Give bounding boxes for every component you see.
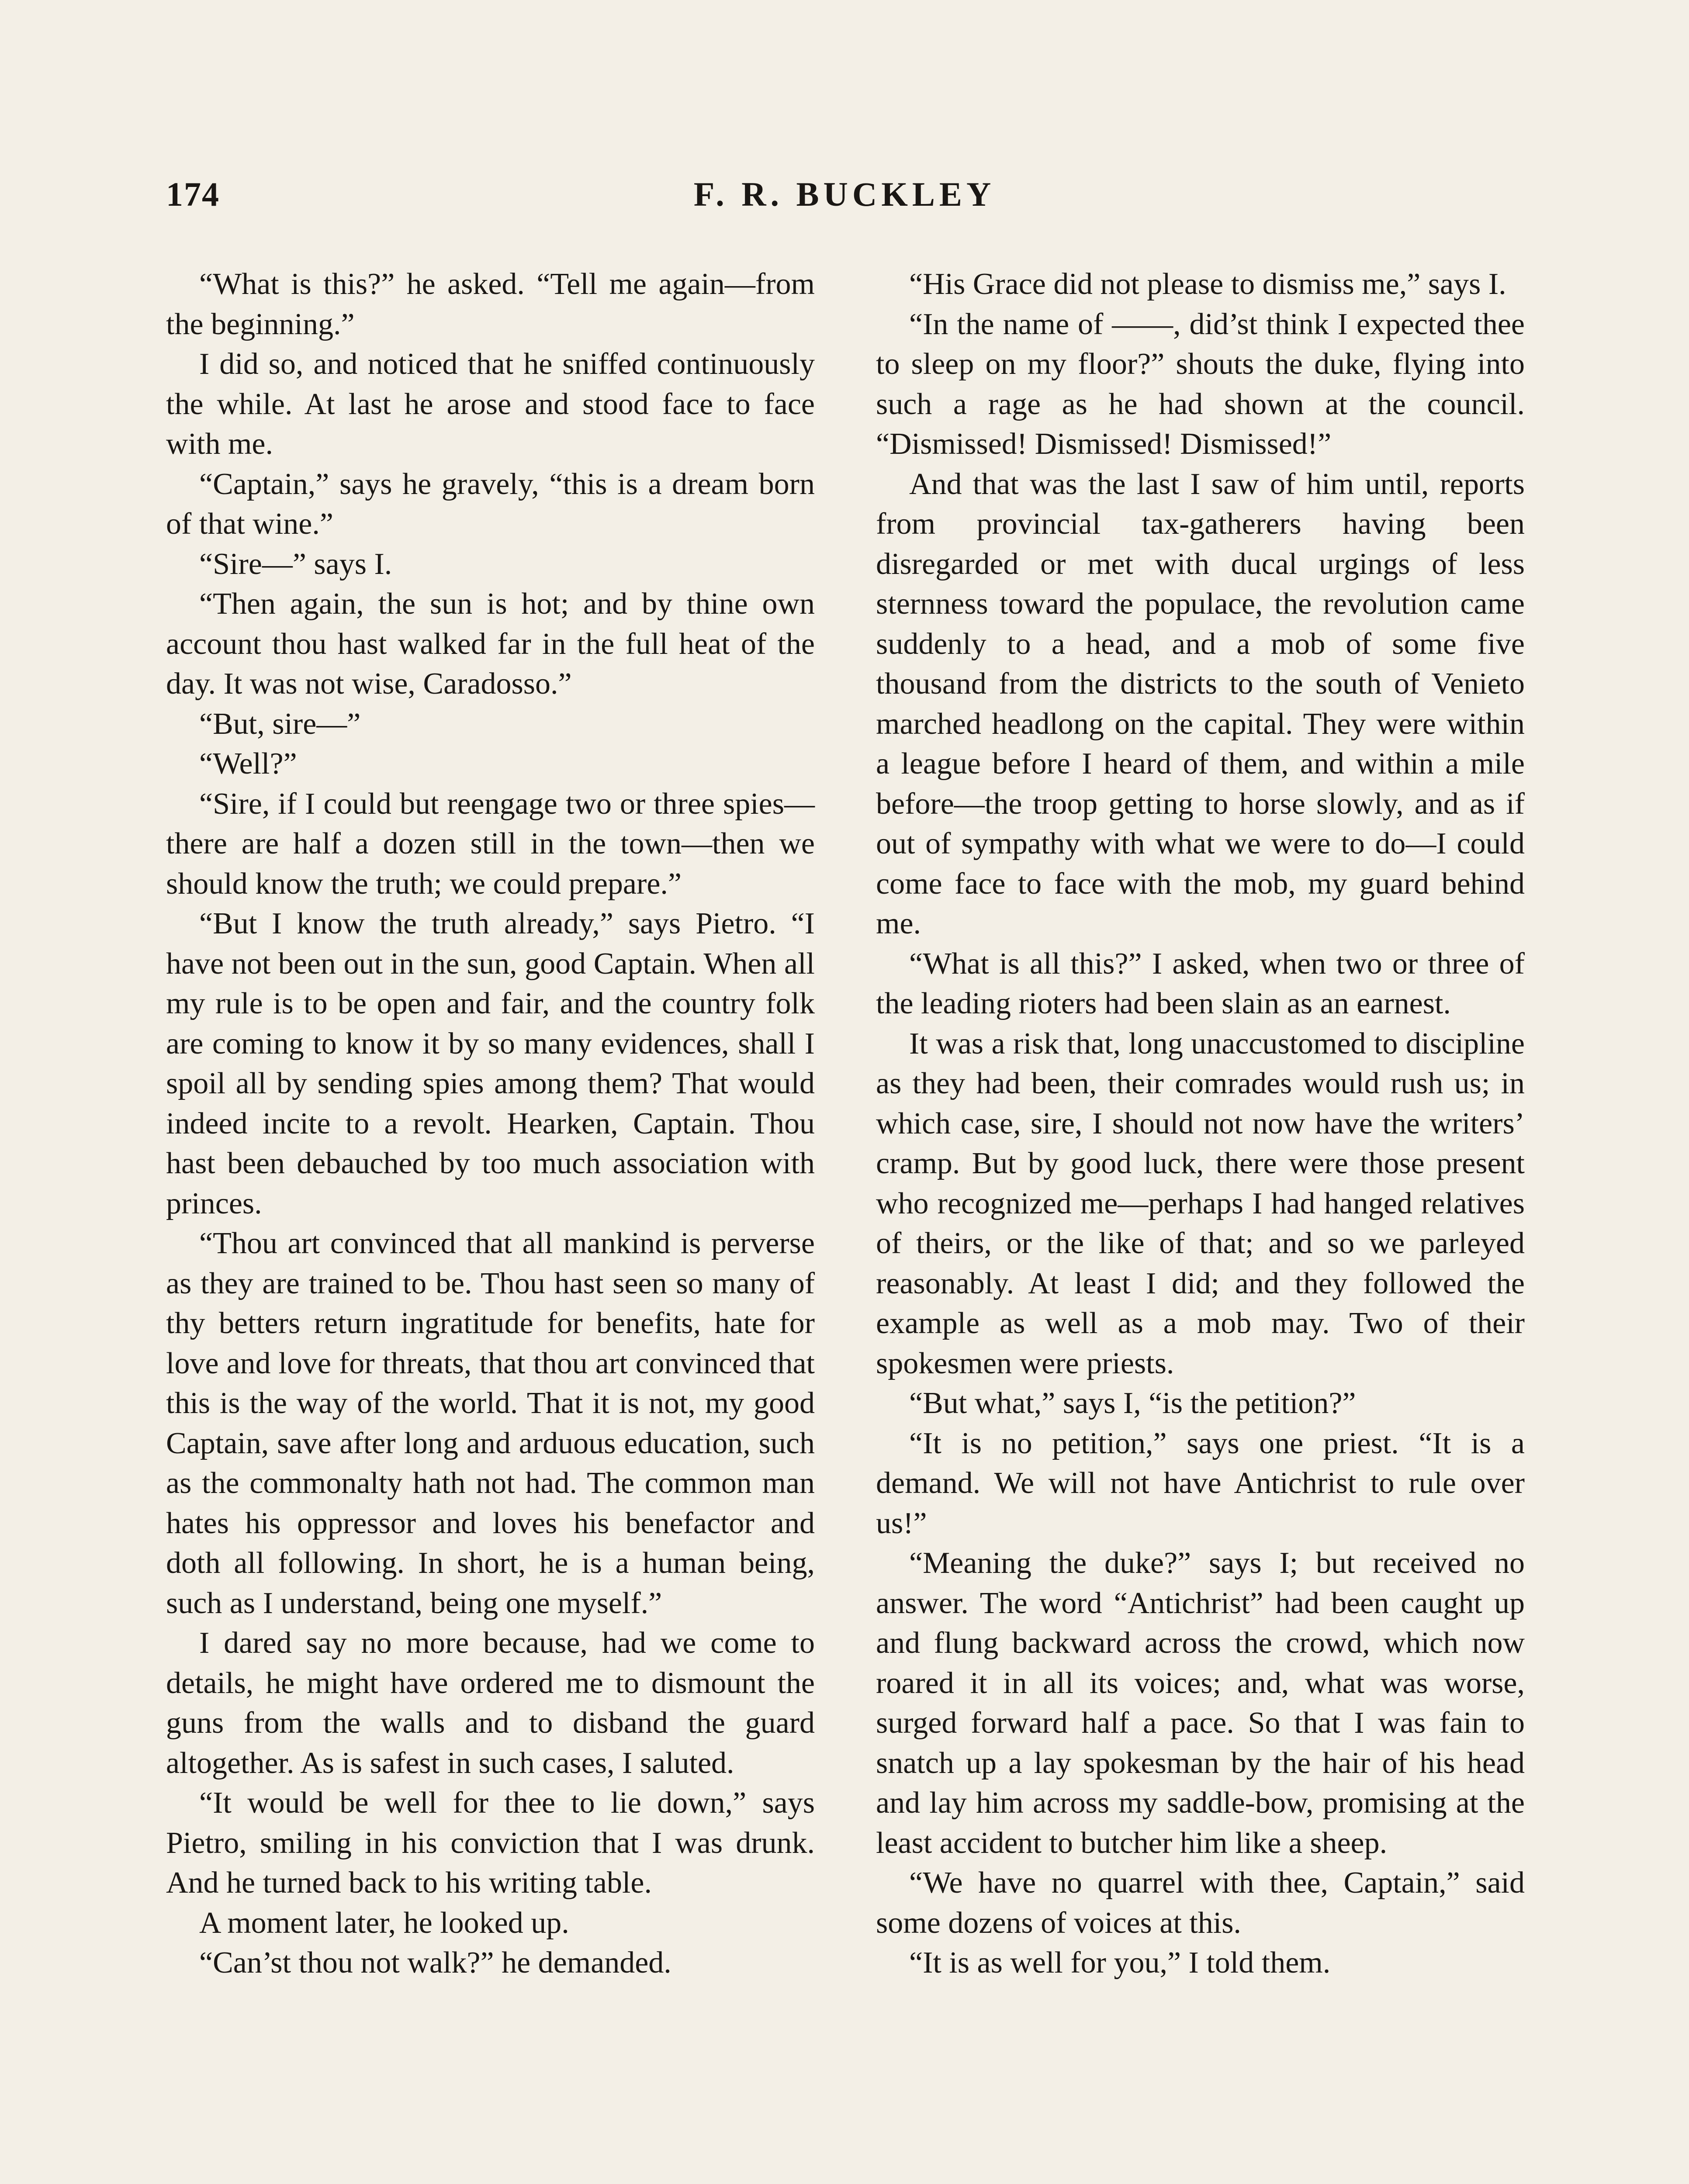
paragraph: “It would be well for thee to lie down,” says Pietro, smiling in his conviction that I was drunk. And he turned back to his writing table. — [166, 1786, 815, 1900]
paragraph: And that was the last I saw of him until, reports from provincial tax-gatherers having been disregarded or met with ducal urgings of less sternness toward the populace, the revolution came suddenly to a head, and a mob of some five thousand from the districts to the south of Venieto marched headlong on the capital. They were within a league before I heard of them, and within a mile before—the troop getting to horse slowly, and as if out of sympathy with what we were to do—I could come face to face with the mob, my guard behind me. — [876, 467, 1525, 940]
paragraph: “Can’st thou not walk?” he demanded. — [199, 1946, 671, 1980]
paragraph: “Sire—” says I. — [199, 547, 392, 581]
page-header — [166, 175, 1523, 227]
paragraph: “What is this?” he asked. “Tell me again—from the beginning.” — [166, 267, 815, 341]
paragraph: “But I know the truth already,” says Pietro. “I have not been out in the sun, good Captain. When all my rule is to be open and fair, and the country folk are coming to know it by so many evidences, shall I spoil all by sending spies among them? That would indeed incite to a revolt. Hearken, Captain. Thou hast been debauched by too much association with princes. — [166, 907, 815, 1220]
paragraph: “Thou art convinced that all mankind is perverse as they are trained to be. Thou hast seen so many of thy betters return ingratitude for benefits, hate for love and love for threats, that thou art convinced that this is the way of the world. That it is not, my good Captain, save after long and arduous education, such as the commonalty hath not had. The common man hates his oppressor and loves his benefactor and doth all following. In short, he is a human being, such as I understand, being one myself.” — [166, 1227, 815, 1620]
paragraph: “In the name of ——, did’st think I expected thee to sleep on my floor?” shouts the duke, flying into such a rage as he had shown at the council. “Dismissed! Dismissed! Dismissed!” — [876, 307, 1525, 461]
paragraph: It was a risk that, long unaccustomed to discipline as they had been, their comrades would rush us; in which case, sire, I should not now have the writers’ cramp. But by good luck, there were those present who recognized me—perhaps I had hanged relatives of theirs, or the like of that; and so we parleyed reasonably. At least I did; and they followed the example as well as a mob may. Two of their spokesmen were priests. — [876, 1026, 1525, 1380]
paragraph: “His Grace did not please to dismiss me,” says I. — [909, 267, 1506, 301]
left-column — [166, 264, 815, 1983]
paragraph: “Sire, if I could but reengage two or three spies—there are half a dozen still in the town—then we should know the truth; we could prepare.” — [166, 787, 815, 901]
paragraph: “We have no quarrel with thee, Captain,” said some dozens of voices at this. — [876, 1866, 1525, 1940]
paragraph: “Then again, the sun is hot; and by thine own account thou hast walked far in the full heat of the day. It was not wise, Caradosso.” — [166, 587, 815, 701]
paragraph: “It is as well for you,” I told them. — [909, 1946, 1331, 1980]
paragraph: I did so, and noticed that he sniffed continuously the while. At last he arose and stood face to face with me. — [166, 347, 815, 461]
paragraph: “But what,” says I, “is the petition?” — [909, 1386, 1356, 1420]
paragraph: “But, sire—” — [199, 707, 361, 741]
paragraph: “Well?” — [199, 747, 297, 781]
paragraph: A moment later, he looked up. — [199, 1906, 569, 1940]
page-number: 174 — [166, 175, 220, 213]
paragraph: “Meaning the duke?” says I; but received no answer. The word “Antichrist” had been caught up and flung backward across the crowd, which now roared it in all its voices; and, what was worse, surged forward half a pace. So that I was fain to snatch up a lay spokesman by the hair of his head and lay him across my saddle-bow, promising at the least accident to butcher him like a sheep. — [876, 1546, 1525, 1860]
right-column — [876, 264, 1525, 1983]
paragraph: “What is all this?” I asked, when two or three of the leading rioters had been slain as an earnest. — [876, 947, 1525, 1020]
paragraph: “It is no petition,” says one priest. “It is a demand. We will not have Antichrist to rule over us!” — [876, 1426, 1525, 1540]
paragraph: “Captain,” says he gravely, “this is a dream born of that wine.” — [166, 467, 815, 541]
paragraph: I dared say no more because, had we come to details, he might have ordered me to dismount the guns from the walls and to disband the guard altogether. As is safest in such cases, I saluted. — [166, 1626, 815, 1780]
running-head: F. R. BUCKLEY — [693, 175, 996, 213]
